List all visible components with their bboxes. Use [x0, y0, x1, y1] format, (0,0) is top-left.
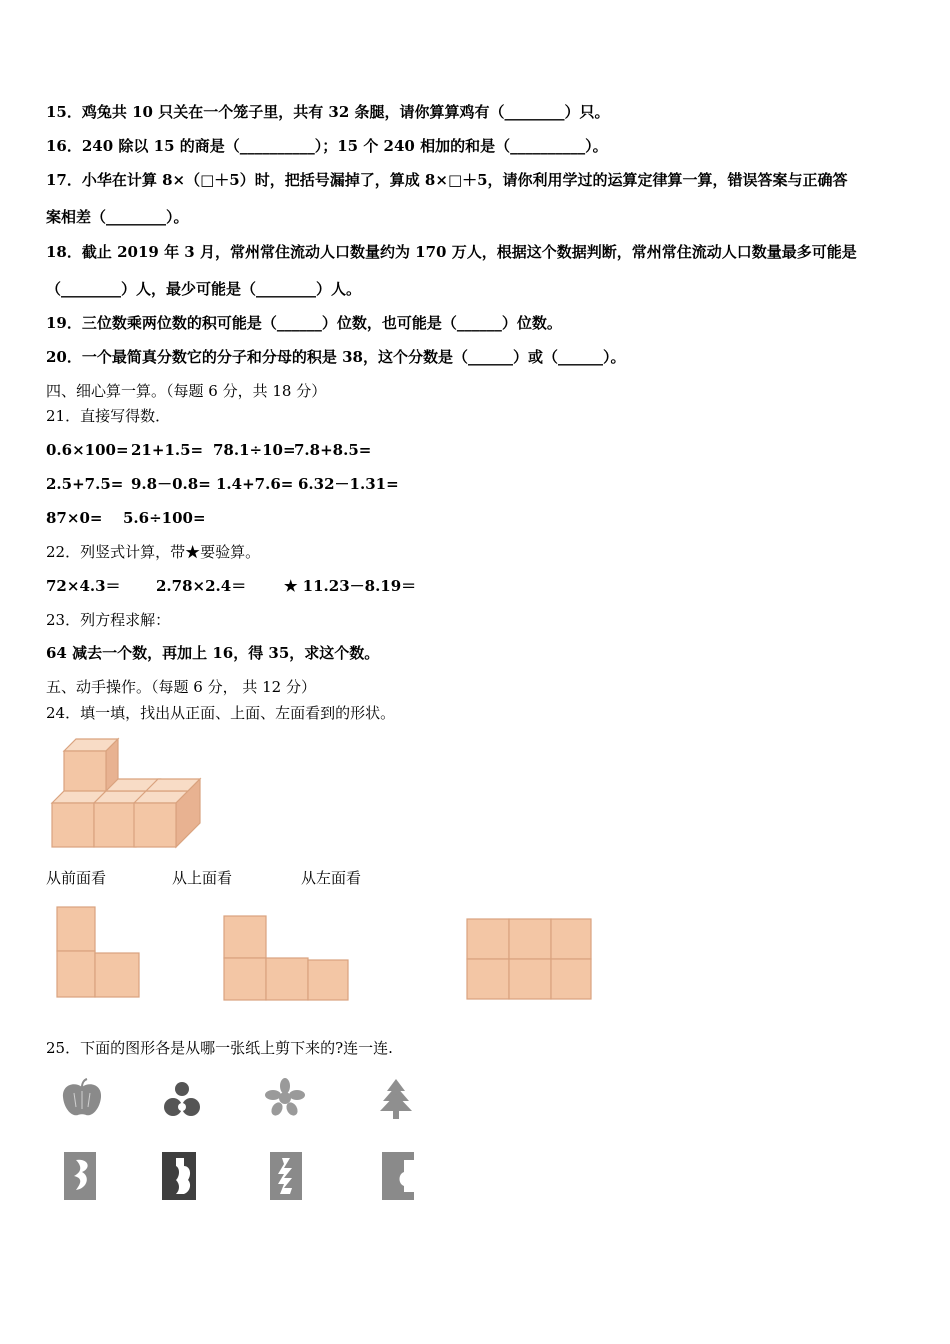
question-17-line2: 案相差（________）。: [46, 208, 189, 226]
question-23-text: 64 减去一个数，再加上 16，得 35，求这个数。: [46, 644, 380, 662]
q21-item: 21+1.5=: [131, 441, 204, 459]
q21-item: 5.6÷100=: [123, 509, 206, 527]
q21-item: 1.4+7.6=: [216, 475, 294, 493]
q22-item: 2.78×2.4＝: [156, 577, 247, 595]
question-17-line1: 17．小华在计算 8×（□＋5）时，把括号漏掉了，算成 8×□＋5，请你利用学过的运算定律算一算，错误答案与正确答: [46, 171, 848, 189]
question-19: 19．三位数乘两位数的积可能是（______）位数，也可能是（______）位数。: [46, 314, 562, 332]
question-22-title: 22．列竖式计算，带★要验算。: [46, 543, 261, 561]
question-25-title: 25．下面的图形各是从哪一张纸上剪下来的?连一连.: [46, 1039, 393, 1057]
view-label-top: 从上面看: [172, 869, 233, 887]
view-label-front: 从前面看: [46, 869, 107, 887]
view-shape-2: [222, 914, 352, 1004]
paper-3-icon: [268, 1150, 304, 1202]
q21-item: 6.32－1.31=: [298, 475, 399, 493]
q21-row-1: [46, 440, 446, 460]
question-24-title: 24．填一填，找出从正面、上面、左面看到的形状。: [46, 704, 396, 722]
view-shape-3: [465, 917, 595, 1002]
paper-1-icon: [62, 1150, 98, 1202]
section-5-heading: 五、动手操作。（每题 6 分， 共 12 分）: [46, 678, 316, 696]
question-18-line2: （________）人，最少可能是（________）人。: [46, 280, 362, 298]
q21-row-2: [46, 474, 446, 494]
question-15: 15．鸡兔共 10 只关在一个笼子里，共有 32 条腿，请你算算鸡有（________）只。: [46, 103, 610, 121]
q21-item: 7.8+8.5=: [294, 441, 372, 459]
question-16: 16．240 除以 15 的商是（__________）；15 个 240 相加的和是（__________）。: [46, 137, 608, 155]
question-21-title: 21．直接写得数．: [46, 407, 171, 425]
tree-icon: [377, 1077, 415, 1121]
paper-2-icon: [160, 1150, 198, 1202]
cube-stack-figure: [46, 735, 206, 850]
question-18-line1: 18．截止 2019 年 3 月，常州常住流动人口数量约为 170 万人，根据这个数据判断，常州常住流动人口数量最多可能是: [46, 243, 857, 261]
q21-item: 87×0=: [46, 509, 103, 527]
question-20: 20．一个最简真分数它的分子和分母的积是 38，这个分数是（______）或（______）。: [46, 348, 626, 366]
view-shape-1: [55, 905, 145, 1000]
gourd-icon: [162, 1077, 202, 1121]
q21-item: 2.5+7.5=: [46, 475, 124, 493]
q22-item: 72×4.3＝: [46, 577, 121, 595]
apple-icon: [60, 1077, 104, 1121]
section-4-heading: 四、细心算一算。（每题 6 分，共 18 分）: [46, 382, 327, 400]
q21-item: 0.6×100=: [46, 441, 129, 459]
q21-item: 78.1÷10=: [213, 441, 296, 459]
paper-4-icon: [380, 1150, 416, 1202]
question-23-title: 23．列方程求解：: [46, 611, 171, 629]
flower-icon: [264, 1078, 306, 1118]
q21-item: 9.8－0.8=: [131, 475, 211, 493]
q22-row: [46, 576, 446, 596]
q21-row-3: [46, 508, 446, 528]
view-label-left: 从左面看: [301, 869, 362, 887]
q22-item: ★ 11.23－8.19＝: [284, 577, 417, 595]
